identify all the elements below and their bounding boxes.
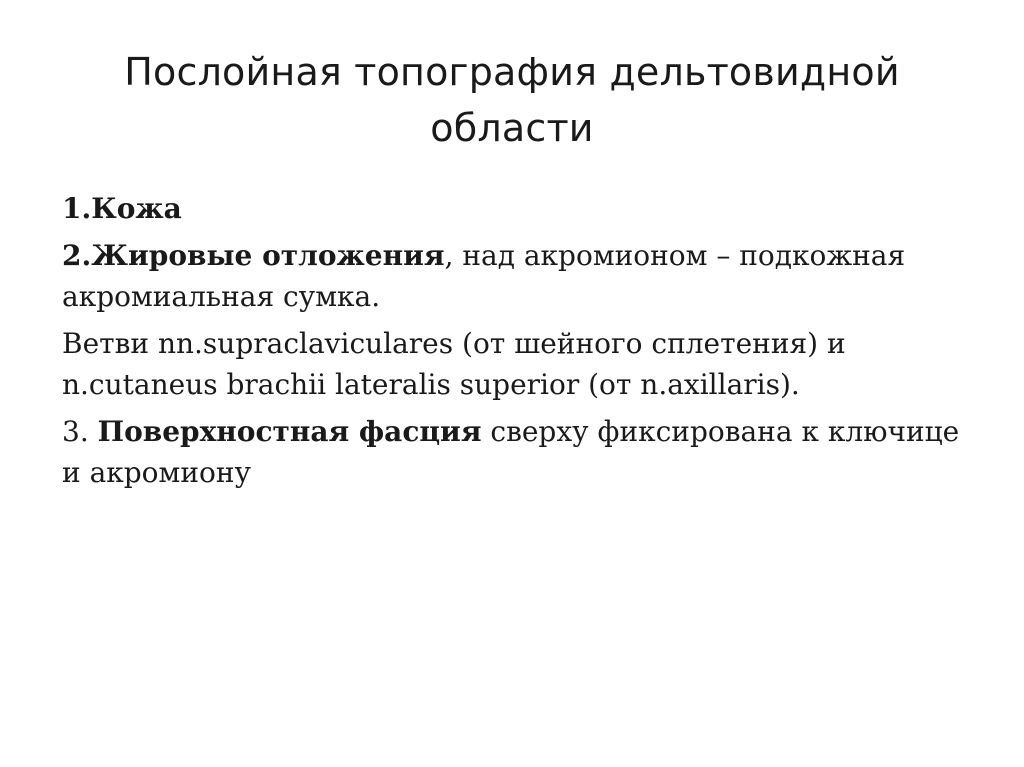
slide-title: Послойная топография дельтовидной области [124, 50, 900, 150]
list-item-superficial-fascia [62, 411, 962, 493]
item-plain-text: Ветви nn.supraclaviculares (от шейного сплетения) и n.cutaneus brachii lateralis superior (от n.axillaris). [62, 327, 846, 401]
item-bold-text: 1.Кожа [62, 192, 182, 225]
list-item-fat-deposits [62, 235, 962, 317]
item-plain-text: , над акромионом – подкожная акромиальная сумка. [62, 239, 906, 313]
item-plain-text: сверху фиксирована к ключице и акромиону [62, 415, 960, 489]
item-prefix-text: 3. [62, 415, 98, 448]
item-bold-text: 2.Жировые отложения [62, 239, 445, 272]
item-bold-text: Поверхностная фасция [97, 415, 482, 448]
list-item-nerve-branches [62, 323, 962, 405]
slide-content [62, 188, 962, 499]
list-item-skin [62, 188, 962, 229]
